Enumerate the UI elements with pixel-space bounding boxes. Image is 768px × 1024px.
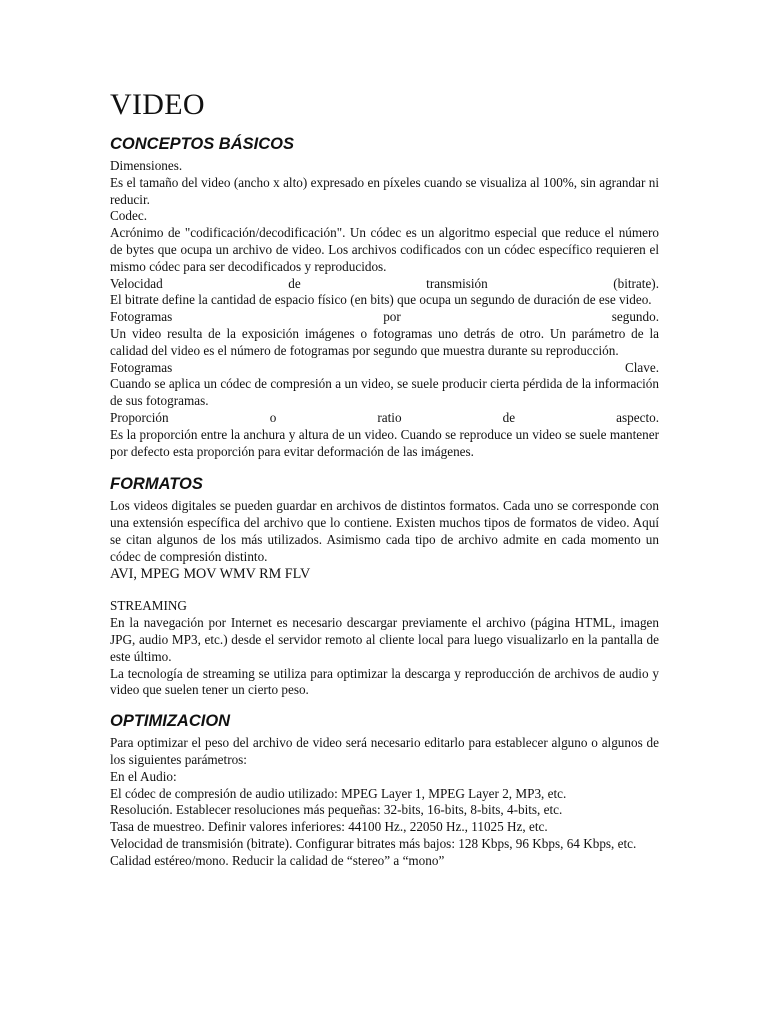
paragraph: Es el tamaño del video (ancho x alto) expresado en píxeles cuando se visualiza al 100%, sin agrandar ni reducir. xyxy=(110,174,659,207)
paragraph: Proporción o ratio de aspecto. xyxy=(110,409,659,425)
paragraph: Los videos digitales se pueden guardar en archivos de distintos formatos. Cada uno se corresponde con una extensión específica del archivo que lo contiene. Existen muchos tipos de formatos de video. Aquí se citan algunos de los más utilizados. Asimismo cada tipo de archivo admite en cada momento un códec de compresión distinto. xyxy=(110,498,659,564)
heading-conceptos-basicos: CONCEPTOS BÁSICOS xyxy=(110,135,294,153)
paragraph: Codec. xyxy=(110,208,147,224)
heading-formatos: FORMATOS xyxy=(110,475,203,494)
paragraph: La tecnología de streaming se utiliza para optimizar la descarga y reproducción de archivos de audio y video que suelen tener un cierto peso. xyxy=(110,665,659,698)
format-list: AVI, MPEG MOV WMV RM FLV xyxy=(110,565,311,582)
paragraph: Fotogramas por segundo. xyxy=(110,309,659,325)
paragraph: Cuando se aplica un códec de compresión a un video, se suele producir cierta pérdida de la información de sus fotogramas. xyxy=(110,376,659,409)
subheading-streaming: STREAMING xyxy=(110,598,187,614)
paragraph: Velocidad de transmisión (bitrate). xyxy=(110,275,659,291)
paragraph: El bitrate define la cantidad de espacio físico (en bits) que ocupa un segundo de duración de ese video. xyxy=(110,292,652,308)
paragraph: Un video resulta de la exposición imágenes o fotogramas uno detrás de otro. Un parámetro de la calidad del video es el número de fotogramas por segundo que muestra durante su reproducción. xyxy=(110,325,659,358)
paragraph: En el Audio: xyxy=(110,768,177,784)
page-title: VIDEO xyxy=(110,88,205,121)
paragraph: Para optimizar el peso del archivo de video será necesario editarlo para establecer alguno o algunos de los siguientes parámetros: xyxy=(110,735,659,767)
paragraph: Fotogramas Clave. xyxy=(110,359,659,375)
paragraph: El códec de compresión de audio utilizado: MPEG Layer 1, MPEG Layer 2, MP3, etc. xyxy=(110,785,567,801)
paragraph: Resolución. Establecer resoluciones más pequeñas: 32-bits, 16-bits, 8-bits, 4-bits, etc. xyxy=(110,802,563,818)
paragraph: Calidad estéreo/mono. Reducir la calidad de “stereo” a “mono” xyxy=(110,852,445,868)
heading-optimizacion: OPTIMIZACION xyxy=(110,712,231,731)
paragraph: Acrónimo de "codificación/decodificación". Un códec es un algoritmo especial que reduce el número de bytes que ocupa un archivo de video. Los archivos codificados con un códec específico requieren el mismo códec para ser decodificados y reproducidos. xyxy=(110,225,659,274)
document-page xyxy=(110,88,659,869)
paragraph: Tasa de muestreo. Definir valores inferiores: 44100 Hz., 22050 Hz., 11025 Hz, etc. xyxy=(110,819,548,835)
paragraph: Velocidad de transmisión (bitrate). Configurar bitrates más bajos: 128 Kbps, 96 Kbps, 64 Kbps, etc. xyxy=(110,835,637,851)
paragraph: En la navegación por Internet es necesario descargar previamente el archivo (página HTML, imagen JPG, audio MP3, etc.) desde el servidor remoto al cliente local para luego visualizarlo en la pantalla de este último. xyxy=(110,615,659,664)
paragraph: Dimensiones. xyxy=(110,158,183,173)
paragraph: Es la proporción entre la anchura y altura de un video. Cuando se reproduce un video se suele mantener por defecto esta proporción para evitar deformación de las imágenes. xyxy=(110,426,659,459)
spacer xyxy=(110,582,659,598)
